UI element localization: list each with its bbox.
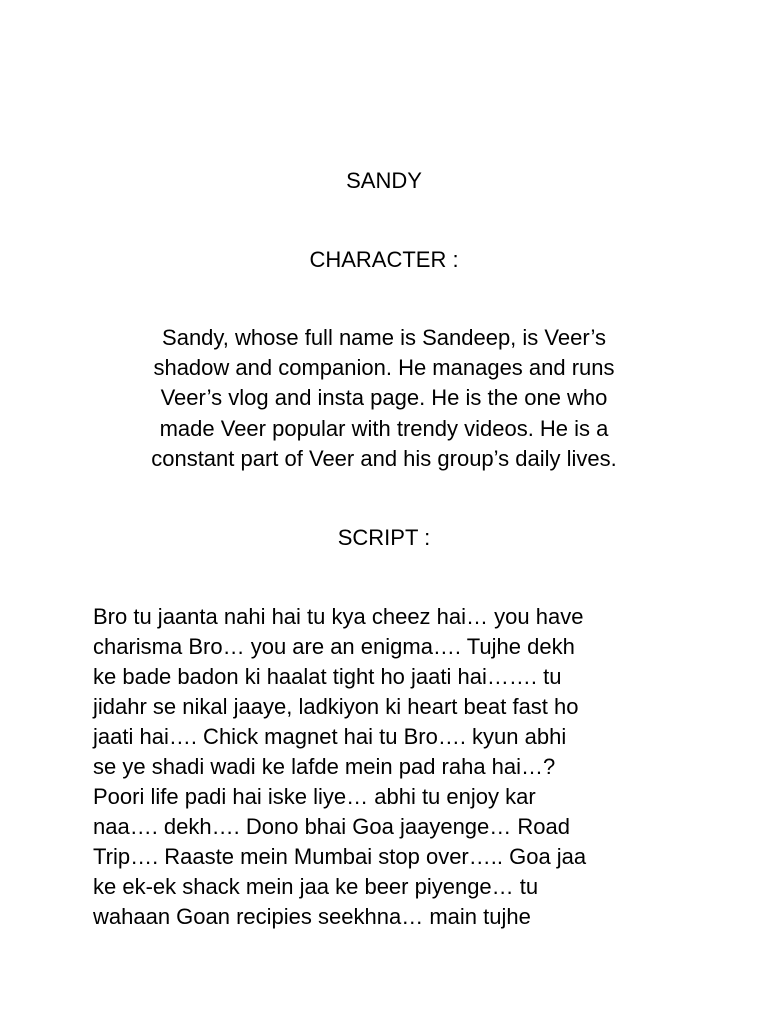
script-line: ke ek-ek shack mein jaa ke beer piyenge… tu (93, 874, 539, 899)
character-line: Veer’s vlog and insta page. He is the one who (160, 385, 608, 411)
script-line: Bro tu jaanta nahi hai tu kya cheez hai… you have (93, 604, 584, 629)
script-line: charisma Bro… you are an enigma…. Tujhe dekh (93, 634, 575, 659)
script-line: Trip…. Raaste mein Mumbai stop over….. Goa jaa (93, 844, 587, 869)
character-line: Sandy, whose full name is Sandeep, is Veer’s (162, 325, 606, 350)
script-line: ke bade badon ki haalat tight ho jaati hai……. tu (93, 664, 562, 689)
script-line: wahaan Goan recipies seekhna… main tujhe (93, 904, 531, 929)
script-line: se ye shadi wadi ke lafde mein pad raha hai…? (93, 754, 556, 779)
script-line: Poori life padi hai iske liye… abhi tu enjoy kar (93, 784, 536, 809)
script-line: naa…. dekh…. Dono bhai Goa jaayenge… Road (93, 814, 570, 839)
script-body (93, 602, 683, 932)
script-line: jaati hai…. Chick magnet hai tu Bro…. kyun abhi (93, 724, 567, 749)
character-heading: CHARACTER : (309, 247, 459, 272)
character-line: constant part of Veer and his group’s daily lives. (151, 445, 617, 471)
character-description (100, 323, 668, 474)
document-title: SANDY (346, 168, 422, 193)
character-line: shadow and companion. He manages and runs (153, 355, 615, 381)
script-line: jidahr se nikal jaaye, ladkiyon ki heart beat fast ho (93, 694, 579, 719)
script-heading: SCRIPT : (337, 525, 431, 550)
character-line: made Veer popular with trendy videos. He is a (159, 415, 609, 441)
